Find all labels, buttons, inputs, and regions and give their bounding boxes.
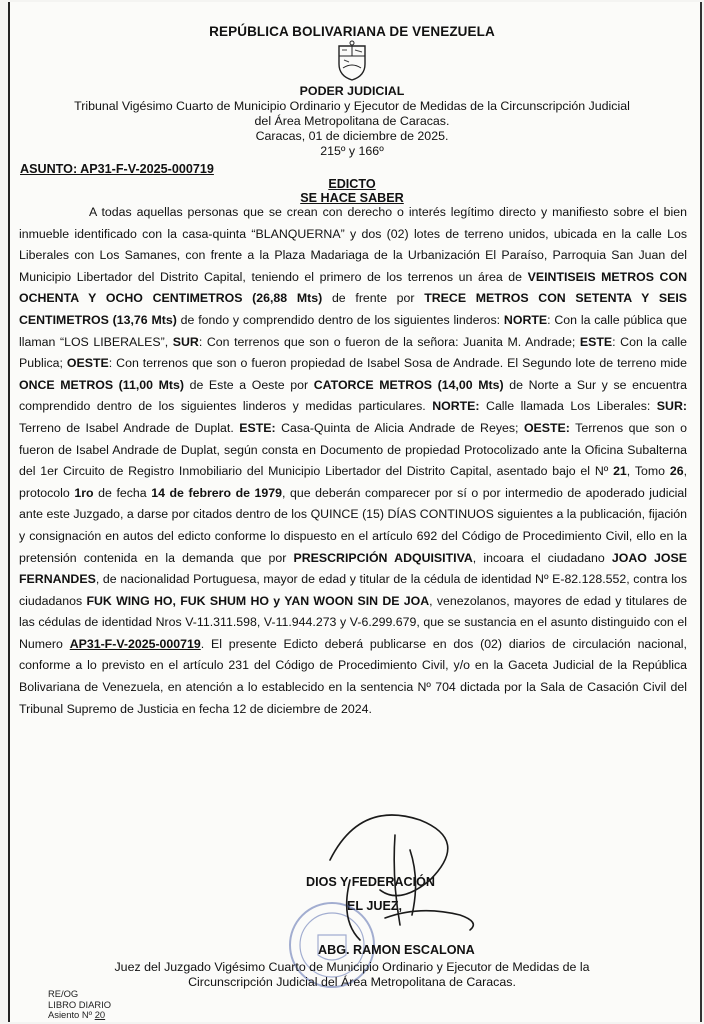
case-number: ASUNTO: AP31-F-V-2025-000719 xyxy=(20,162,214,176)
edict-title: EDICTO xyxy=(328,177,376,191)
footer-entry: Asiento Nº 20 xyxy=(48,1009,106,1020)
footer-book: LIBRO DIARIO xyxy=(48,998,112,1010)
footer-initials: RE/OG xyxy=(48,988,79,999)
country-heading: REPÚBLICA BOLIVARIANA DE VENEZUELA xyxy=(209,24,495,39)
edict-subtitle: SE HACE SABER xyxy=(300,191,404,205)
branch-heading: PODER JUDICIAL xyxy=(299,84,405,98)
closing-motto: DIOS Y FEDERACIÓN xyxy=(306,875,435,889)
judge-name: ABG. RAMON ESCALONA xyxy=(318,943,475,957)
tribunal-line-2: del Área Metropolitana de Caracas. xyxy=(254,114,450,128)
years-line: 215º y 166º xyxy=(320,144,384,158)
tribunal-line-1: Tribunal Vigésimo Cuarto de Municipio Ordinario y Ejecutor de Medidas de la Circunscripción Judicial xyxy=(74,99,630,113)
judge-title: EL JUEZ, xyxy=(347,899,403,913)
place-date: Caracas, 01 de diciembre de 2025. xyxy=(255,129,449,143)
judge-role-line-1: Juez del Juzgado Vigésimo Cuarto de Municipio Ordinario y Ejecutor de Medidas de la xyxy=(114,960,590,974)
edict-body xyxy=(19,202,687,720)
edict-paragraph: A todas aquellas personas que se crean con derecho o interés legítimo directo y manifiesto sobre el bien inmueble identificado con la casa-quinta “BLANQUERNA” y dos (02) lotes de terreno unidos, ubicada en la calle Los Liberales con Los Samanes, con frente a la Plaza Madariaga de la Urbanización El Paraíso, Parroquia San Juan del Municipio Libertador del Distrito Capital, teniendo el primero de los terrenos un área de VEINTISEIS METROS CON OCHENTA Y OCHO CENTIMETROS (26,88 Mts) de frente por TRECE METROS CON SETENTA Y SEIS CENTIMETROS (13,76 Mts) de fondo y comprendido dentro de los siguientes linderos: NORTE: Con la calle pública que llaman “LOS LIBERALES”, SUR: Con terrenos que son o fueron de la señora: Juanita M. Andrade; ESTE: Con la calle Publica; OESTE: Con terrenos que son o fueron propiedad de Isabel Sosa de Andrade. El Segundo lote de terreno mide ONCE METROS (11,00 Mts) de Este a Oeste por CATORCE METROS (14,00 Mts) de Norte a Sur y se encuentra comprendido dentro de los siguientes linderos y medidas particulares. NORTE: Calle llamada Los Liberales: SUR: Terreno de Isabel Andrade de Duplat. ESTE: Casa-Quinta de Alicia Andrade de Reyes; OESTE: Terrenos que son o fueron de Isabel Andrade de Duplat, según consta en Documento de propiedad Protocolizado ante la Oficina Subalterna del 1er Circuito de Registro Inmobiliario del Municipio Libertador del Distrito Capital, asentado bajo el Nº 21, Tomo 26, protocolo 1ro de fecha 14 de febrero de 1979, que deberán comparecer por sí o por intermedio de apoderado judicial ante este Juzgado, a darse por citados dentro de los QUINCE (15) DÍAS CONTINUOS siguientes a la publicación, fijación y consignación en autos del edicto conforme lo dispuesto en el artículo 692 del Código de Procedimiento Civil, ello en la pretensión contenida en la demanda que por PRESCRIPCIÓN ADQUISITIVA, incoara el ciudadano JOAO JOSE FERNANDES, de nacionalidad Portuguesa, mayor de edad y titular de la cédula de identidad Nº E-82.128.552, contra los ciudadanos FUK WING HO, FUK SHUM HO y YAN WOON SIN DE JOA, venezolanos, mayores de edad y titulares de las cédulas de identidad Nros V-11.311.598, V-11.944.273 y V-6.299.679, que se sustancia en el asunto distinguido con el Numero AP31-F-V-2025-000719. El presente Edicto deberá publicarse en dos (02) diarios de circulación nacional, conforme a lo previsto en el artículo 231 del Código de Procedimiento Civil, y/o en la Gaceta Judicial de la República Bolivariana de Venezuela, en atención a lo establecido en la sentencia Nº 704 dictada por la Sala de Casación Civil del Tribunal Supremo de Justicia en fecha 12 de diciembre de 2024. xyxy=(19,205,688,716)
edict-title-block xyxy=(0,177,704,205)
judge-role-line-2: Circunscripción Judicial del Área Metropolitana de Caracas. xyxy=(188,975,516,989)
registry-footer xyxy=(48,989,111,1021)
coat-of-arms-seal xyxy=(335,40,369,82)
